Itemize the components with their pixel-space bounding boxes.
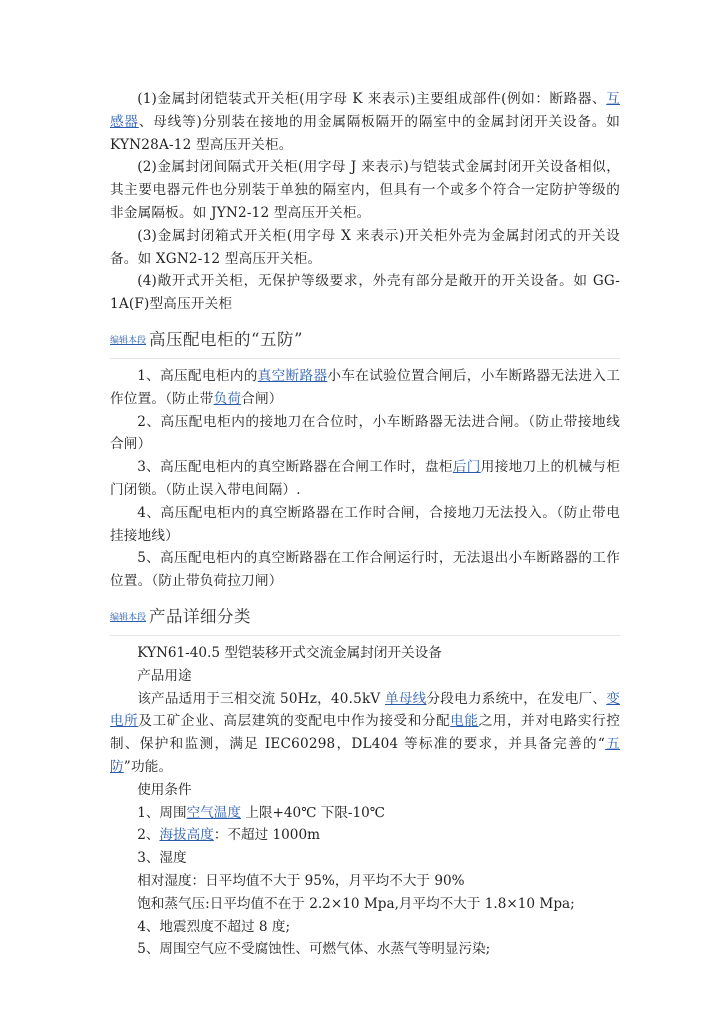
section-title: 产品详细分类 (149, 606, 252, 626)
condition-seismic: 4、地震烈度不超过 8 度; (137, 918, 291, 935)
text-run: 及工矿企业、高层建筑的变配电中作为接受和分配 (138, 713, 451, 730)
text-run: 用接地刀上的机械与柜门闭锁。（防止误入带电间隔）. (110, 459, 621, 498)
condition-humidity-title: 3、湿度 (137, 850, 187, 867)
conditions-title: 使用条件 (137, 781, 192, 798)
section-title: 高压配电柜的“五防” (149, 329, 303, 349)
document-page (110, 88, 620, 961)
paragraph-protection-4: 4、高压配电柜内的真空断路器在工作时合闸，合接地刀无法投入。（防止带电挂接地线） (110, 504, 620, 544)
section-divider (110, 358, 620, 359)
section-divider (110, 635, 620, 636)
product-use-title: 产品用途 (137, 667, 192, 684)
paragraph-gg: (4)敞开式开关柜，无保护等级要求，外壳有部分是敞开的开关设备。如 GG-1A(F)型高压开关柜 (110, 273, 620, 313)
link-back-door[interactable]: 后门 (452, 459, 481, 476)
paragraph-jyn: (2)金属封闭间隔式开关柜(用字母 J 来表示)与铠装式金属封闭开关设备相似，其主要电器元件也分别装于单独的隔室内，但具有一个或多个符合一定防护等级的非金属隔板。如 JYN2-12 型高压开关柜。 (110, 159, 620, 221)
text-run: 上限+40℃ 下限-10℃ (241, 804, 386, 821)
link-single-busbar[interactable]: 单母线 (385, 690, 427, 707)
paragraph-kyn (110, 88, 620, 156)
condition-altitude (110, 824, 620, 847)
paragraph-protection-2: 2、高压配电柜内的接地刀在合位时，小车断路器无法进合闸。（防止带接地线合闸） (110, 413, 620, 453)
edit-section-link[interactable]: 编辑本段 (110, 612, 147, 623)
section-heading-product-classification (110, 603, 620, 627)
paragraph-product-use (110, 688, 620, 779)
text-run: 3、高压配电柜内的真空断路器在合闸工作时，盘柜 (137, 459, 453, 476)
link-vacuum-breaker[interactable]: 真空断路器 (257, 367, 328, 384)
link-electric-energy[interactable]: 电能 (450, 713, 479, 730)
text-run: ”功能。 (123, 758, 173, 775)
link-air-temperature[interactable]: 空气温度 (186, 804, 241, 821)
text-run: 1、周围 (137, 804, 187, 821)
section-heading-five-protections (110, 326, 620, 350)
paragraph-protection-1 (110, 365, 620, 411)
link-altitude[interactable]: 海拔高度 (159, 827, 214, 844)
link-load[interactable]: 负荷 (213, 390, 242, 407)
text-run: 合闸） (241, 390, 283, 407)
text-run: 小车在试验位置合闸后，小车断路器无法进入工作位置。（防止带 (110, 367, 620, 407)
text-run: 1、高压配电柜内的 (137, 367, 258, 384)
text-run: 2、 (137, 827, 160, 844)
condition-pollution: 5、周围空气应不受腐蚀性、可燃气体、水蒸气等明显污染; (137, 941, 491, 958)
text-run: 之用，并对电路实行控制、保护和监测，满足 IEC60298，DL404 等标准的要求，并具备完善的“ (110, 713, 620, 753)
product-model: KYN61-40.5 型铠装移开式交流金属封闭开关设备 (137, 644, 442, 661)
paragraph-protection-3 (110, 456, 620, 502)
paragraph-protection-5: 5、高压配电柜内的真空断路器在工作合闸运行时，无法退出小车断路器的工作位置。（防止带负荷拉刀闸） (110, 550, 620, 590)
text-run: (1)金属封闭铠装式开关柜(用字母 K 来表示)主要组成部件(例如：断路器、 (137, 91, 607, 107)
link-five-protections[interactable]: 五防 (110, 736, 620, 775)
paragraph-xgn: (3)金属封闭箱式开关柜(用字母 X 来表示)开关柜外壳为金属封闭式的开关设备。如 XGN2-12 型高压开关柜。 (110, 227, 620, 267)
text-run: 、母线等)分别装在接地的用金属隔板隔开的隔室中的金属封闭开关设备。如 KYN28A-12 型高压开关柜。 (110, 113, 620, 153)
condition-relative-humidity: 相对湿度：日平均值不大于 95%，月平均不大于 90% (137, 872, 465, 889)
link-substation[interactable]: 变电所 (110, 690, 620, 730)
condition-temperature (110, 802, 620, 825)
text-run: 该产品适用于三相交流 50Hz，40.5kV (137, 690, 386, 707)
link-instrument-transformer[interactable]: 互感器 (110, 91, 620, 130)
text-run: ：不超过 1000m (213, 827, 320, 844)
edit-section-link[interactable]: 编辑本段 (110, 335, 147, 346)
text-run: 分段电力系统中，在发电厂、 (426, 690, 607, 707)
condition-vapor-pressure: 饱和蒸气压:日平均值不在于 2.2×10 Mpa,月平均不大于 1.8×10 Mpa; (137, 895, 575, 912)
